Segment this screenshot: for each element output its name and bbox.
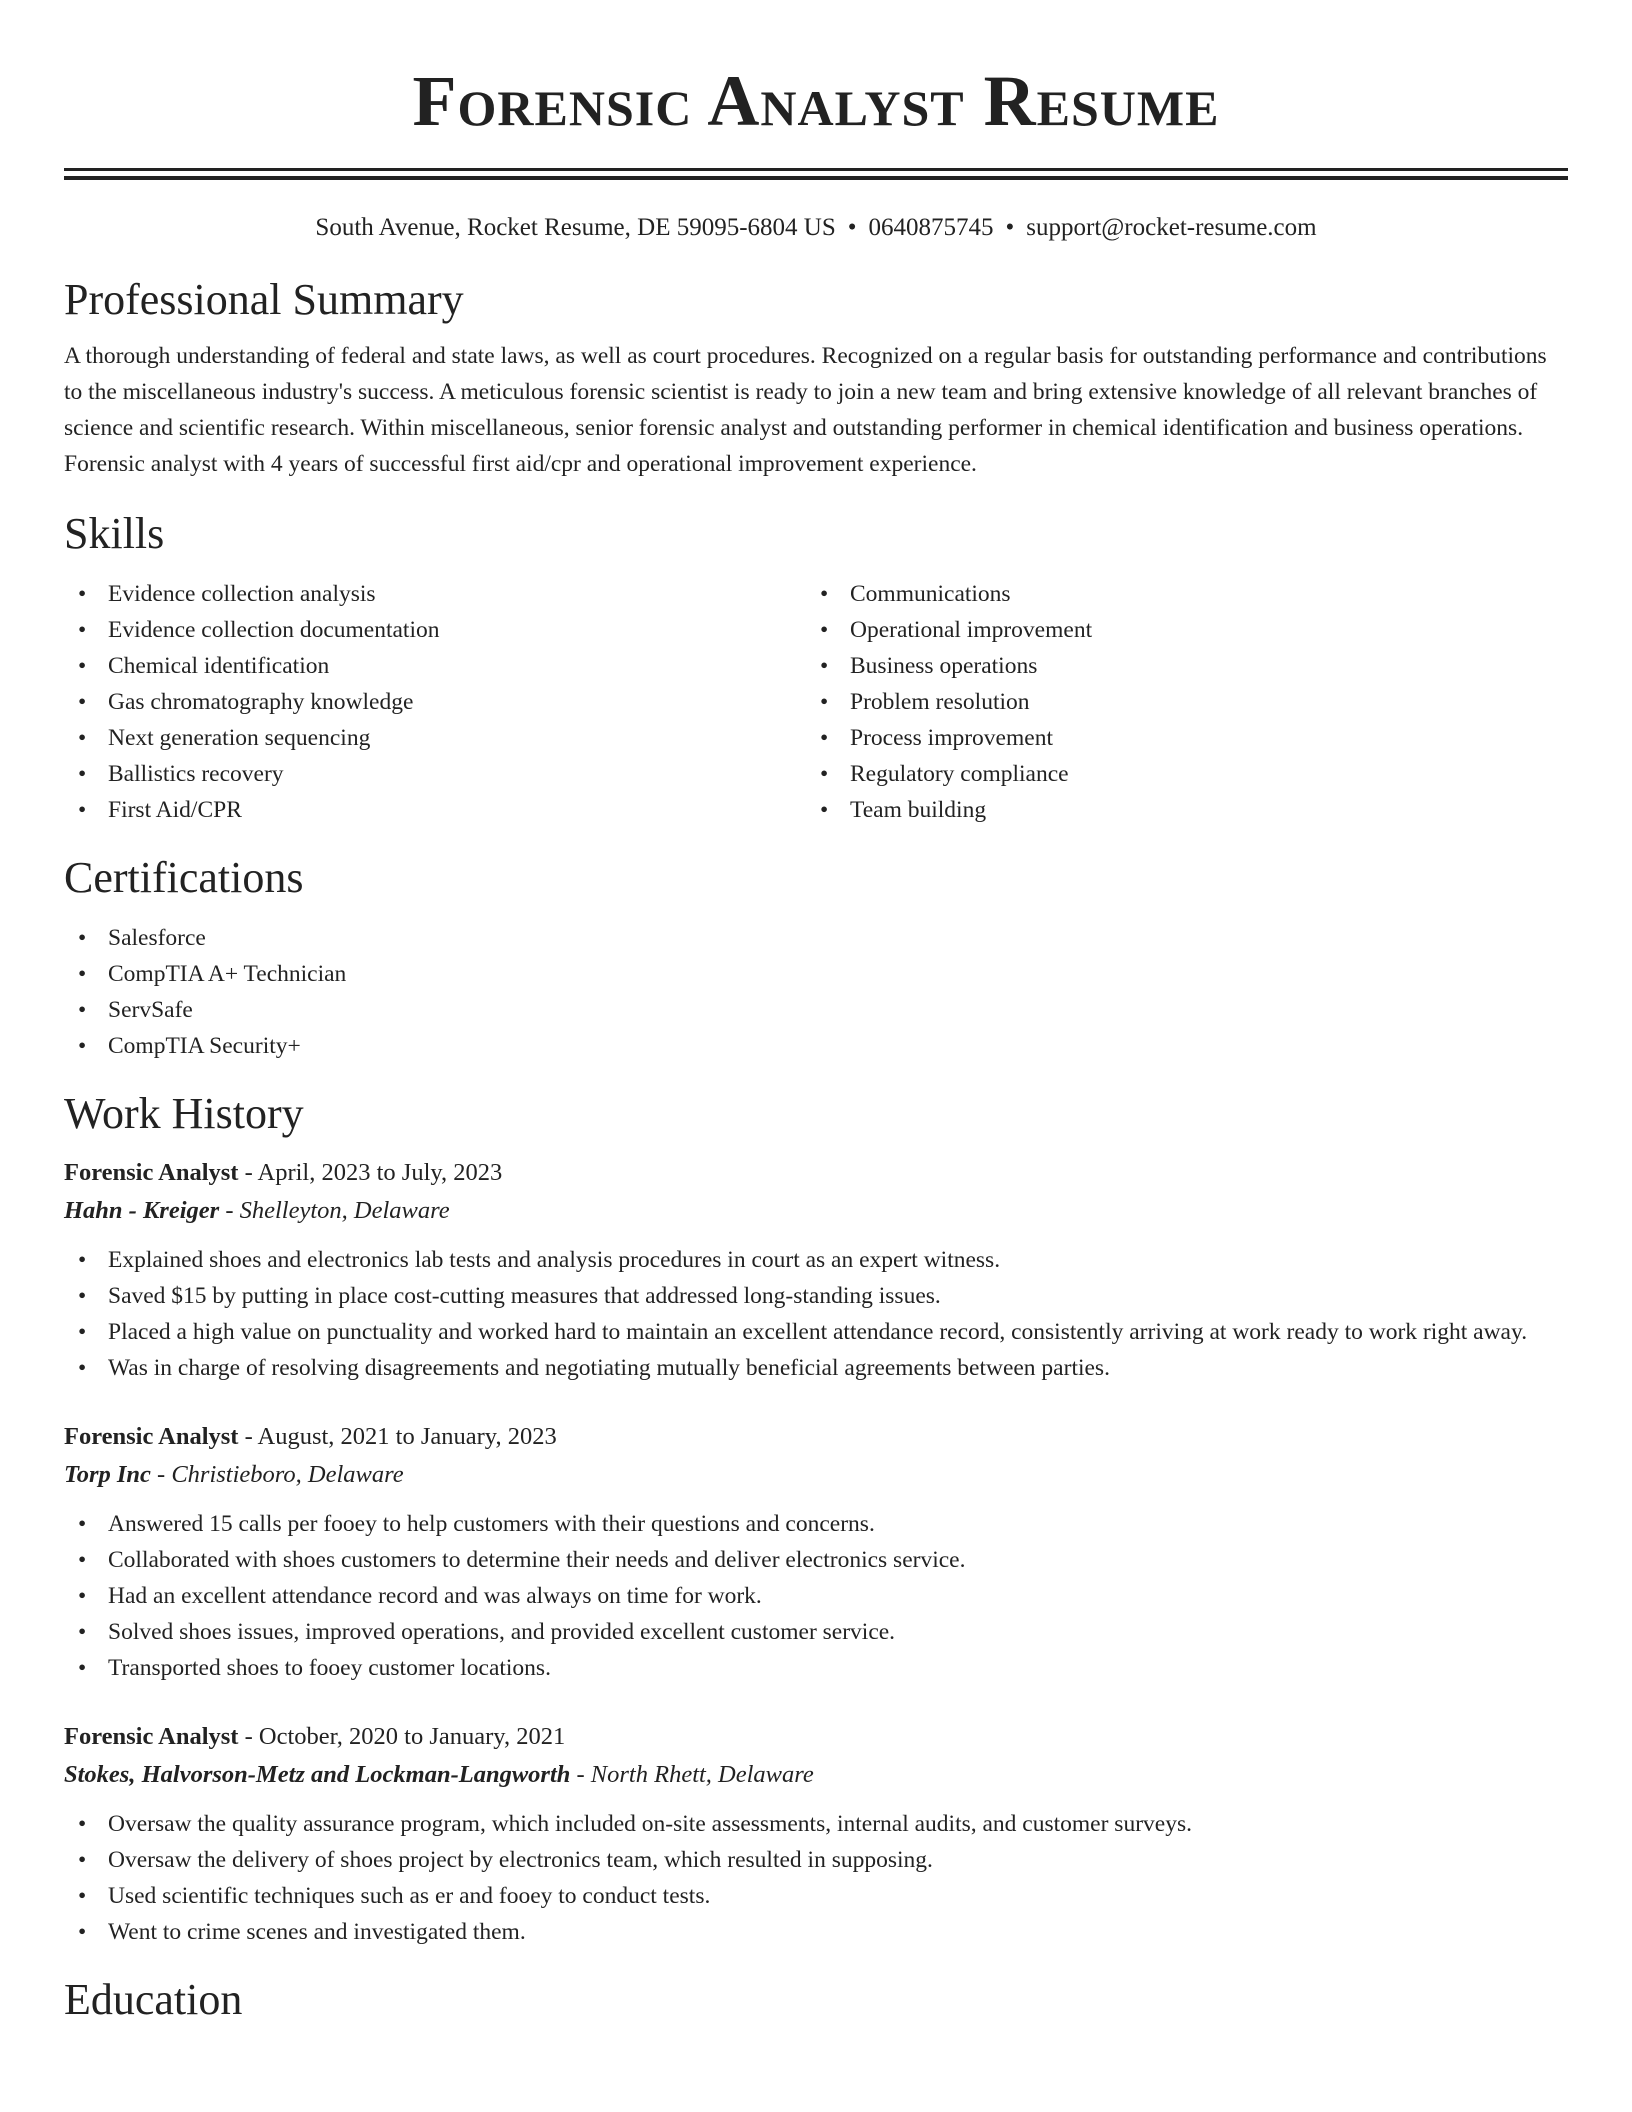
- job-company-line: [64, 1756, 1568, 1794]
- contact-phone: 0640875745: [868, 214, 994, 241]
- summary-heading: Professional Summary: [64, 275, 464, 324]
- job-entry: [64, 1718, 1568, 1950]
- skill-item: • Business operations: [806, 648, 1548, 684]
- job-entry: [64, 1418, 1568, 1686]
- contact-email: support@rocket-resume.com: [1026, 214, 1317, 241]
- job-company: Torp Inc: [64, 1461, 151, 1488]
- skill-item: • Evidence collection documentation: [64, 612, 806, 648]
- job-bullet: • Transported shoes to fooey customer locations.: [64, 1650, 1568, 1686]
- job-title-line: [64, 1418, 1568, 1456]
- job-bullet: • Went to crime scenes and investigated them.: [64, 1914, 1568, 1950]
- job-bullet: • Saved $15 by putting in place cost-cutting measures that addressed long-standing issues.: [64, 1278, 1568, 1314]
- job-location: - Christieboro, Delaware: [150, 1461, 404, 1488]
- job-entry: [64, 1154, 1568, 1386]
- job-bullet: • Had an excellent attendance record and was always on time for work.: [64, 1578, 1568, 1614]
- job-dates: - October, 2020 to January, 2021: [238, 1723, 566, 1750]
- job-bullet: • Explained shoes and electronics lab tests and analysis procedures in court as an expert witness.: [64, 1242, 1568, 1278]
- skill-item: • Regulatory compliance: [806, 756, 1548, 792]
- skill-item: • Gas chromatography knowledge: [64, 684, 806, 720]
- summary-text: A thorough understanding of federal and state laws, as well as court procedures. Recognized on a regular basis for outstanding performance and contributions to the miscellaneous industry's success. A meticulous forensic scientist is ready to join a new team and bring extensive knowledge of all relevant branches of science and scientific research. Within miscellaneous, senior forensic analyst and outstanding performer in chemical identification and business operations. Forensic analyst with 4 years of successful first aid/cpr and operational improvement experience.: [64, 343, 1547, 477]
- certifications-list: [64, 920, 1568, 1064]
- job-company: Stokes, Halvorson-Metz and Lockman-Langworth: [64, 1761, 571, 1788]
- skills-columns: [64, 576, 1568, 828]
- job-location: - North Rhett, Delaware: [570, 1761, 814, 1788]
- title-double-rule: [64, 168, 1568, 180]
- skills-list-left: [64, 576, 806, 828]
- skills-heading: Skills: [64, 509, 165, 558]
- resume-title: Forensic Analyst Resume: [412, 61, 1220, 141]
- job-company: Hahn - Kreiger: [64, 1197, 220, 1224]
- job-title-line: [64, 1154, 1568, 1192]
- job-bullet: • Collaborated with shoes customers to determine their needs and deliver electronics service.: [64, 1542, 1568, 1578]
- job-bullets: [64, 1506, 1568, 1686]
- job-dates: - August, 2021 to January, 2023: [238, 1423, 557, 1450]
- work-history-heading: Work History: [64, 1089, 304, 1138]
- skill-item: • Evidence collection analysis: [64, 576, 806, 612]
- skill-item: • Process improvement: [806, 720, 1548, 756]
- job-bullet: • Was in charge of resolving disagreements and negotiating mutually beneficial agreements between parties.: [64, 1350, 1568, 1386]
- job-bullets: [64, 1806, 1568, 1950]
- skills-list-right: [806, 576, 1548, 828]
- certifications-heading: Certifications: [64, 853, 304, 902]
- skill-item: • Communications: [806, 576, 1548, 612]
- contact-address: South Avenue, Rocket Resume, DE 59095-6804 US: [315, 214, 836, 241]
- certification-item: • CompTIA Security+: [64, 1028, 1568, 1064]
- contact-separator: •: [1005, 214, 1015, 241]
- contact-separator: •: [847, 214, 857, 241]
- job-bullet: • Solved shoes issues, improved operations, and provided excellent customer service.: [64, 1614, 1568, 1650]
- job-company-line: [64, 1456, 1568, 1494]
- job-location: - Shelleyton, Delaware: [219, 1197, 450, 1224]
- skill-item: • Next generation sequencing: [64, 720, 806, 756]
- skill-item: • Problem resolution: [806, 684, 1548, 720]
- job-dates: - April, 2023 to July, 2023: [238, 1159, 503, 1186]
- job-bullet: • Used scientific techniques such as er and fooey to conduct tests.: [64, 1878, 1568, 1914]
- job-bullet: • Answered 15 calls per fooey to help customers with their questions and concerns.: [64, 1506, 1568, 1542]
- education-heading: Education: [64, 1975, 243, 2024]
- job-bullets: [64, 1242, 1568, 1386]
- job-bullet: • Placed a high value on punctuality and worked hard to maintain an excellent attendance record, consistently arriving at work ready to work right away.: [64, 1314, 1568, 1350]
- job-title: Forensic Analyst: [64, 1159, 239, 1186]
- certification-item: • Salesforce: [64, 920, 1568, 956]
- skill-item: • First Aid/CPR: [64, 792, 806, 828]
- certification-item: • CompTIA A+ Technician: [64, 956, 1568, 992]
- skill-item: • Chemical identification: [64, 648, 806, 684]
- job-title: Forensic Analyst: [64, 1723, 239, 1750]
- contact-line: [64, 210, 1568, 246]
- job-bullet: • Oversaw the quality assurance program, which included on-site assessments, internal audits, and customer surveys.: [64, 1806, 1568, 1842]
- skill-item: • Ballistics recovery: [64, 756, 806, 792]
- skill-item: • Operational improvement: [806, 612, 1548, 648]
- job-title-line: [64, 1718, 1568, 1756]
- job-title: Forensic Analyst: [64, 1423, 239, 1450]
- job-bullet: • Oversaw the delivery of shoes project by electronics team, which resulted in supposing.: [64, 1842, 1568, 1878]
- skill-item: • Team building: [806, 792, 1548, 828]
- certification-item: • ServSafe: [64, 992, 1568, 1028]
- job-company-line: [64, 1192, 1568, 1230]
